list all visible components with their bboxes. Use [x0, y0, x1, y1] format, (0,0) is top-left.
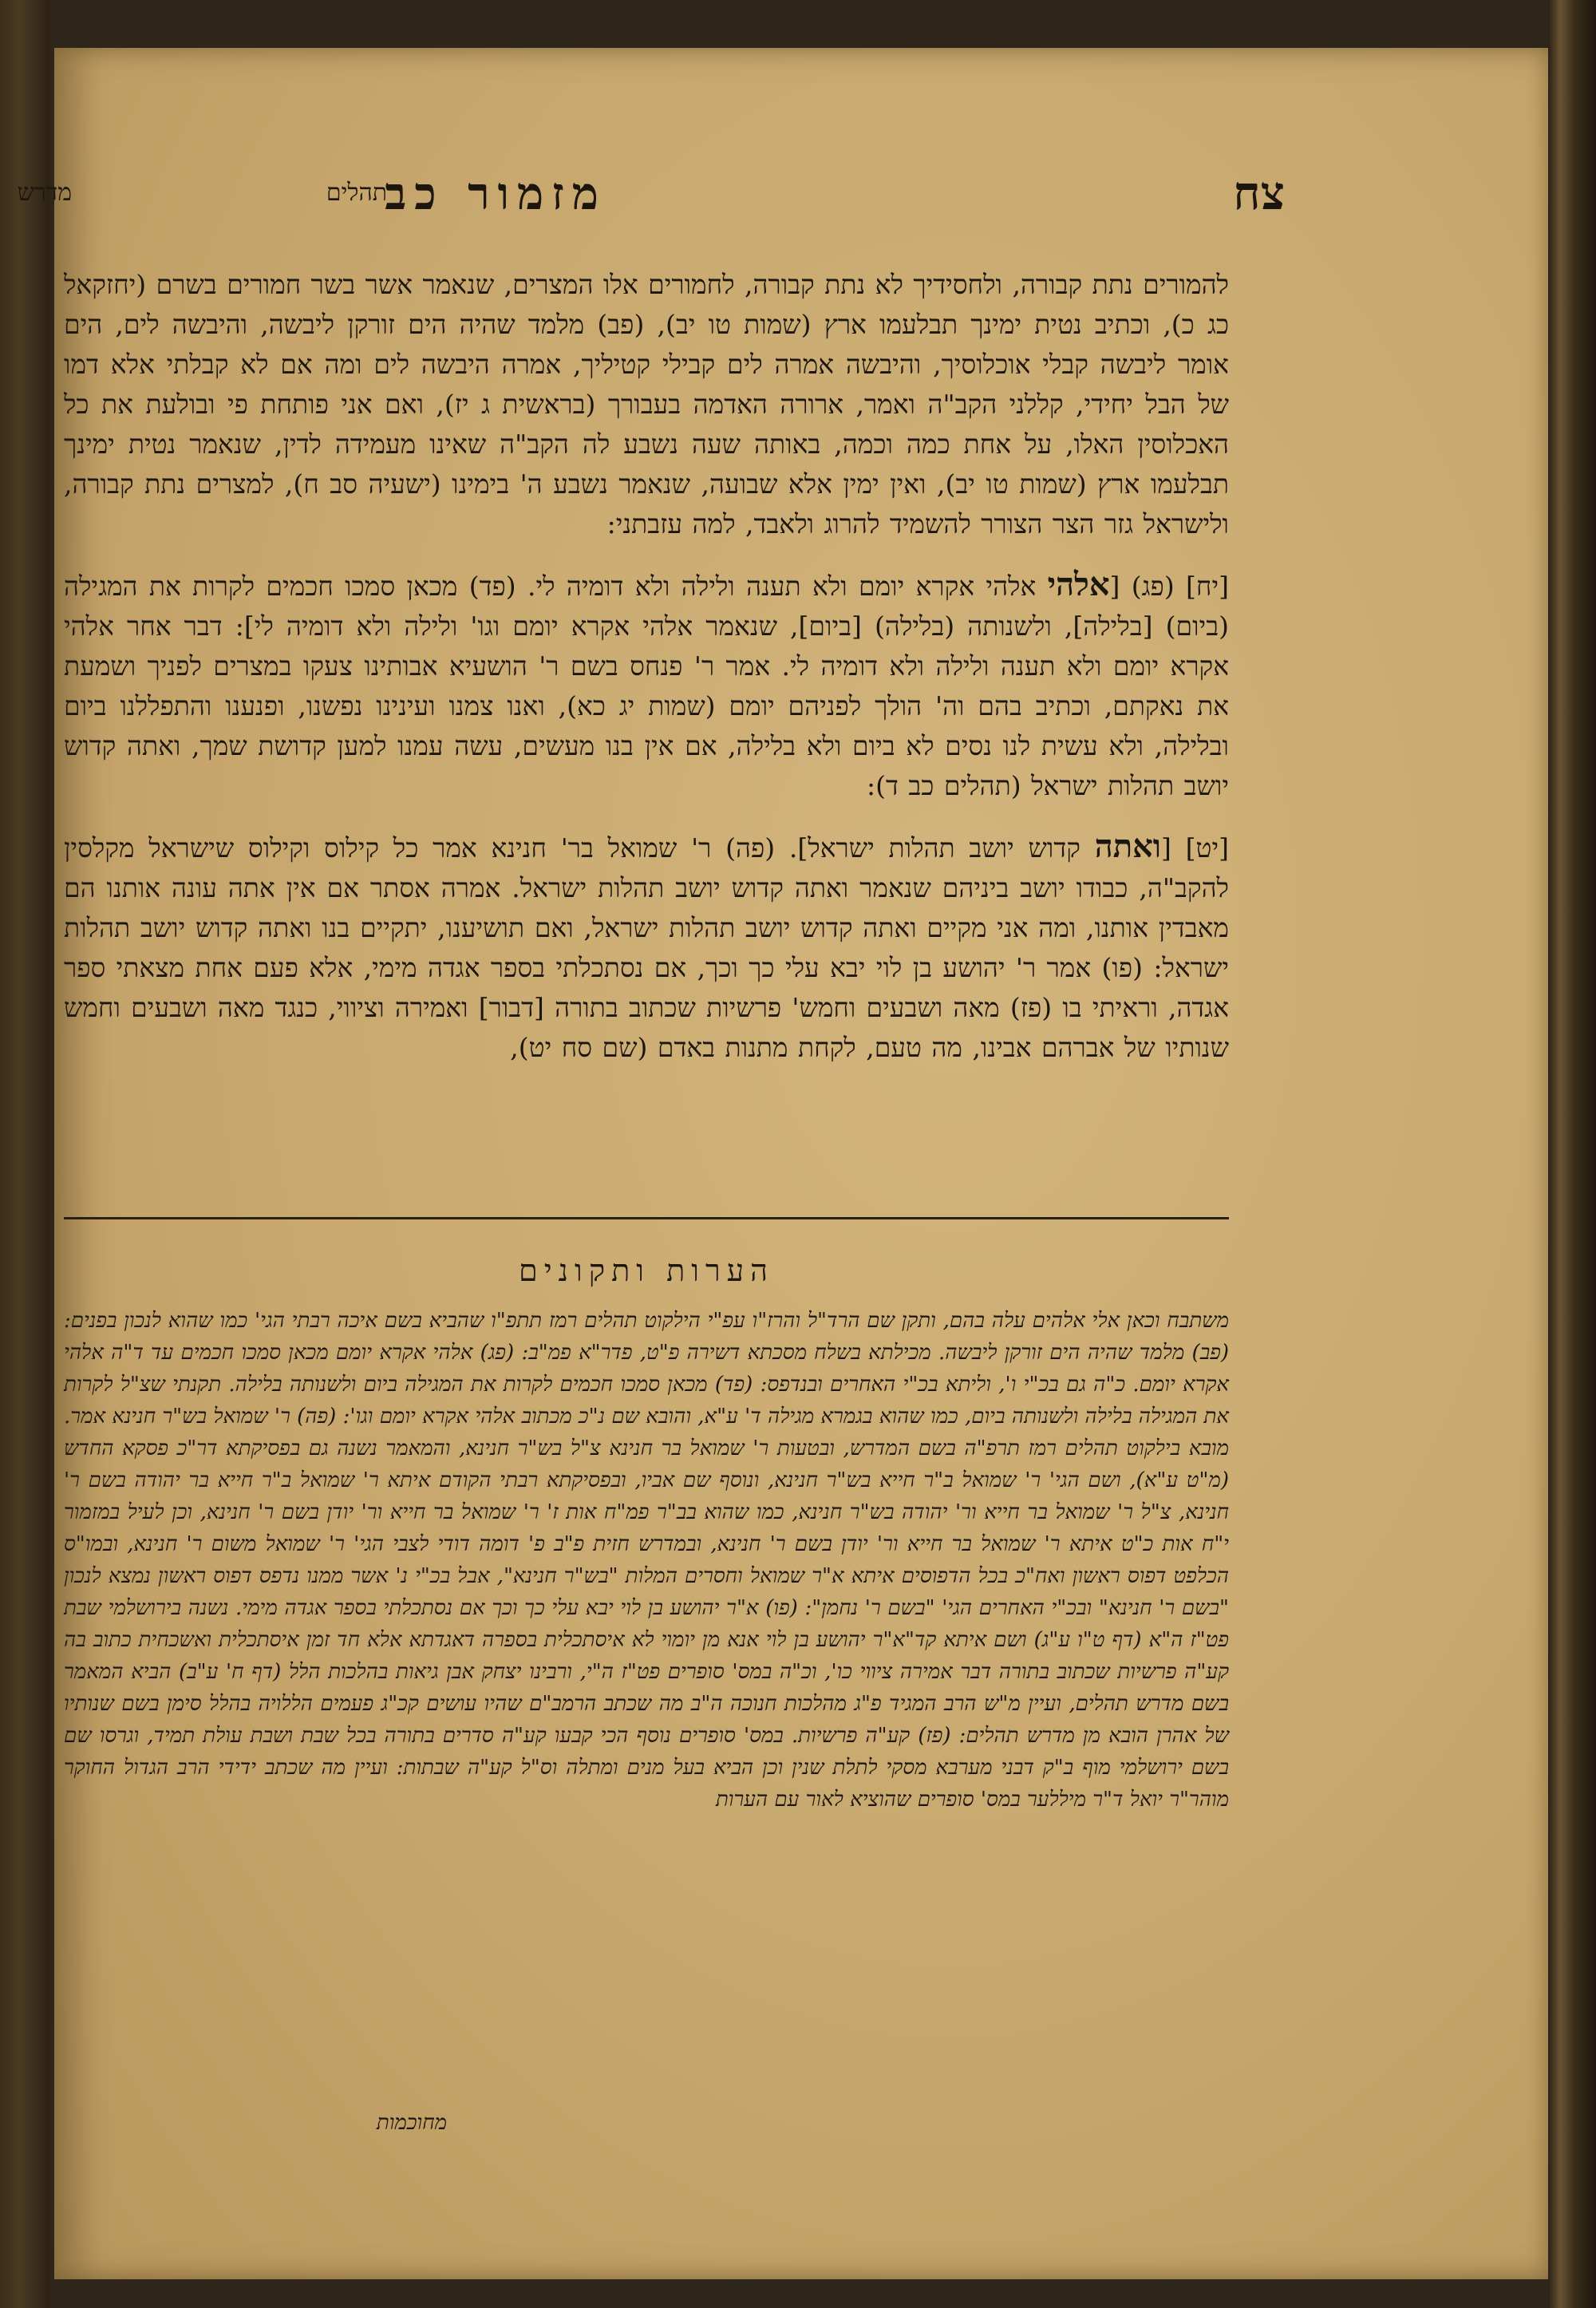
book-spine-edge [0, 0, 49, 2308]
section-divider [64, 1217, 1229, 1219]
paragraph-2 [64, 565, 1229, 806]
paragraph-2-text: אלהי אקרא יומם ולא תענה ולילה ולא דומיה לי. (פד) מכאן סמכו חכמים לקרות את המגילה (ביום) [בלילה], ולשנותה (בלילה) [ביום], שנאמר אלהי אקרא יומם וגו' ולילה ולא דומיה לי]: דבר אחר אלהי אקרא יומם ולא תענה ולילה ולא דומיה לי. אמר ר' פנחס בשם ר' הושעיא אבותינו צעקו במצרים לפניך ושמעת את נאקתם, וכתיב בהם וה' הולך לפניהם יומם (שמות יג כא), ואנו צמנו ועינינו נפשנו, ופנענו והתפללנו ביום ובלילה, ולא עשית לנו נסים לא ביום ולא בלילה, אם אין בנו מעשים, עשה עמנו למען קדושת שמך, ואתה קדוש יושב תהלות ישראל (תהלים כב ד): [64, 571, 1229, 801]
book-fore-edge [1548, 0, 1596, 2308]
book-name: תהלים [326, 179, 387, 207]
book-page [17, 48, 1548, 2279]
paragraph-3 [64, 827, 1229, 1068]
page-number: צח [1233, 166, 1285, 220]
psalm-title: מזמור כב [385, 168, 606, 220]
paragraph-3-text: קדוש יושב תהלות ישראל]. (פה) ר' שמואל בר' חנינא אמר כל קילוס וקילוס שישראל מקלסין להקב"ה, כבודו יושב ביניהם שנאמר ואתה קדוש יושב תהלות ישראל. אמרה אסתר אם אין אתה עונה אותנו הם מאבדין אותנו, ומה אני מקיים ואתה קדוש יושב תהלות ישראל, ואם תושיענו, יתקיים בנו ואתה קדוש יושב תהלות ישראל: (פו) אמר ר' יהושע בן לוי יבא עלי כך וכך, אם נסתכלתי בספר אגדה מימי, אלא פעם אחת מצאתי ספר אגדה, וראיתי בו (פז) מאה ושבעים וחמש' פרשיות שכתוב בתורה [דבור] ואמירה וציווי, כנגד מאה ושבעים וחמש שנותיו של אברהם אבינו, מה טעם, לקחת מתנות באדם (שם סח יט), [64, 832, 1229, 1063]
work-name: מדרש [17, 179, 72, 207]
paragraph-1: להמורים נתת קבורה, ולחסידיך לא נתת קבורה, לחמורים אלו המצרים, שנאמר אשר בשר חמורים בשרם (יחזקאל כג כ), וכתיב נטית ימינך תבלעמו ארץ (שמות טו יב), (פב) מלמד שהיה הים זורקן ליבשה, והיבשה לים, הים אומר ליבשה קבלי אוכלוסיך, והיבשה אמרה לים קבילי קטיליך, אמרה היבשה לים ומה אם לא קבלתי אלא דמו של הבל יחידי, קללני הקב"ה ואמר, ארורה האדמה בעבורך (בראשית ג יז), ואם אני פותחת פי ובולעת את כל האכלוסין האלו, על אחת כמה וכמה, באותה שעה נשבע לה הקב"ה שאינו מעמידה לדין, שנאמר נטית ימינך תבלעמו ארץ (שמות טו יב), ואין ימין אלא שבועה, שנאמר נשבע ה' בימינו (ישעיה סב ח), למצרים נתת קבורה, ולישראל גזר הצר הצורר להשמיד להרוג ולאבד, למה עזבתני: [63, 269, 1229, 539]
lead-word-19: ואתה [1094, 828, 1162, 865]
lead-word-18: אלהי [1047, 566, 1110, 603]
main-text [64, 265, 1229, 1068]
notes-section [64, 1305, 1229, 1816]
verse-marker-19: [יט] [ [1161, 832, 1229, 864]
verse-marker-18: [יח] (פג) [ [1109, 571, 1229, 602]
notes-heading: הערות ותקונים [519, 1253, 774, 1288]
notes-catchword: מחוכמות [376, 2111, 447, 2135]
notes-text: משתבח וכאן אלי אלהים עלה בהם, ותקן שם הרד"ל והרז"ו עפ"י הילקוט תהלים רמז תתפ"ו שהביא בשם איכה רבתי הגי' כמו שהוא לנכון בפנים: (פב) מלמד שהיה הים זורקן ליבשה. מכילתא בשלח מסכתא דשירה פ"ט, פדר"א פמ"ב: (פג) אלהי אקרא יומם מכאן סמכו חכמים עד ד"ה אלהי אקרא יומם. כ"ה גם בכ"י ו', וליתא בכ"י האחרים ובנדפס: (פד) מכאן סמכו חכמים לקרות את המגילה ביום ולשנותה בלילה. תקנתי שצ"ל לקרות את המגילה בלילה ולשנותה ביום, כמו שהוא בגמרא מגילה ד' ע"א, והובא שם נ"כ מכתוב אלהי אקרא יומם וגו': (פה) ר' שמואל בש"ר חנינא אמר. מובא בילקוט תהלים רמז תרפ"ה בשם המדרש, ובטעות ר' שמואל בר חנינא צ"ל בש"ר חנינא, והמאמר נשנה גם בפסיקתא דר"כ פסקא החדש (מ"ט ע"א), ושם הגי' ר' שמואל ב"ר חייא בש"ר חנינא, ונוסף שם אביו, ובפסיקתא רבתי הקודם איתא ר' שמואל ב"ר חייא בר יהודה בשם ר' חנינא, צ"ל ר' שמואל בר חייא ור' יהודה בש"ר חנינא, כמו שהוא בב"ר פמ"ח אות ז' ר' שמואל בר חייא ור' יודן בשם ר' חנינא, וכן לעיל במזמור י"ח אות כ"ט איתא ר' שמואל בר חייא ור' יודן בשם ר' חנינא, ובמדרש חזית פ"ב פ' דומה דודי לצבי הגי' ר' שמואל משום ר' חנינא, ובמו"ס הכלפט דפוס ראשון ואח"כ בכל הדפוסים איתא א"ר שמואל וחסרים המלות "בש"ר חנינא", אבל בכ"י נ' אשר ממנו נדפס דפוס ראשון נמצא לנכון "בשם ר' חנינא" ובכ"י האחרים הגי' "בשם ר' נחמן": (פו) א"ר יהושע בן לוי יבא עלי כך וכך אם נסתכלתי בספר אגדה מימי. נשנה בירושלמי שבת פט"ז ה"א (דף ט"ו ע"ג) ושם איתא קד"א"ר יהושע בן לוי אנא מן יומוי לא איסתכלית בספרה דאגדתא אלא חד זמן איסתכלית ואשכחית כתוב בה קע"ה פרשיות שכתוב בתורה דבר אמירה ציווי כו', וכ"ה במס' סופרים פט"ז ה"י, ורבינו יצחק אבן גיאות בהלכות הלל (דף ח' ע"ב) הביא המאמר בשם מדרש תהלים, ועיין מ"ש הרב המגיד פ"ג מהלכות חנוכה ה"ב מה שכתב הרמב"ם שהיו עושים קכ"ג פעמים הללויה בהלל סימן בשם שנותיו של אהרן הובא מן מדרש תהלים: (פז) קע"ה פרשיות. במס' סופרים נוסף הכי קבעו קע"ה סדרים בתורה בכל שבת ושבת עולת תמיד, וגרסו שם בשם ירושלמי מוף ב"ק דבני מערבא מסקי לתלת שנין וכן הביא בעל מנים ומתלה וס"ל קע"ה שבתות: ועיין מה שכתב ידידי הרב הגדול החוקר מוהר"ר יואל ד"ר מיללער במס' סופרים שהוציא לאור עם הערות [64, 1309, 1229, 1812]
running-head [17, 166, 1548, 230]
